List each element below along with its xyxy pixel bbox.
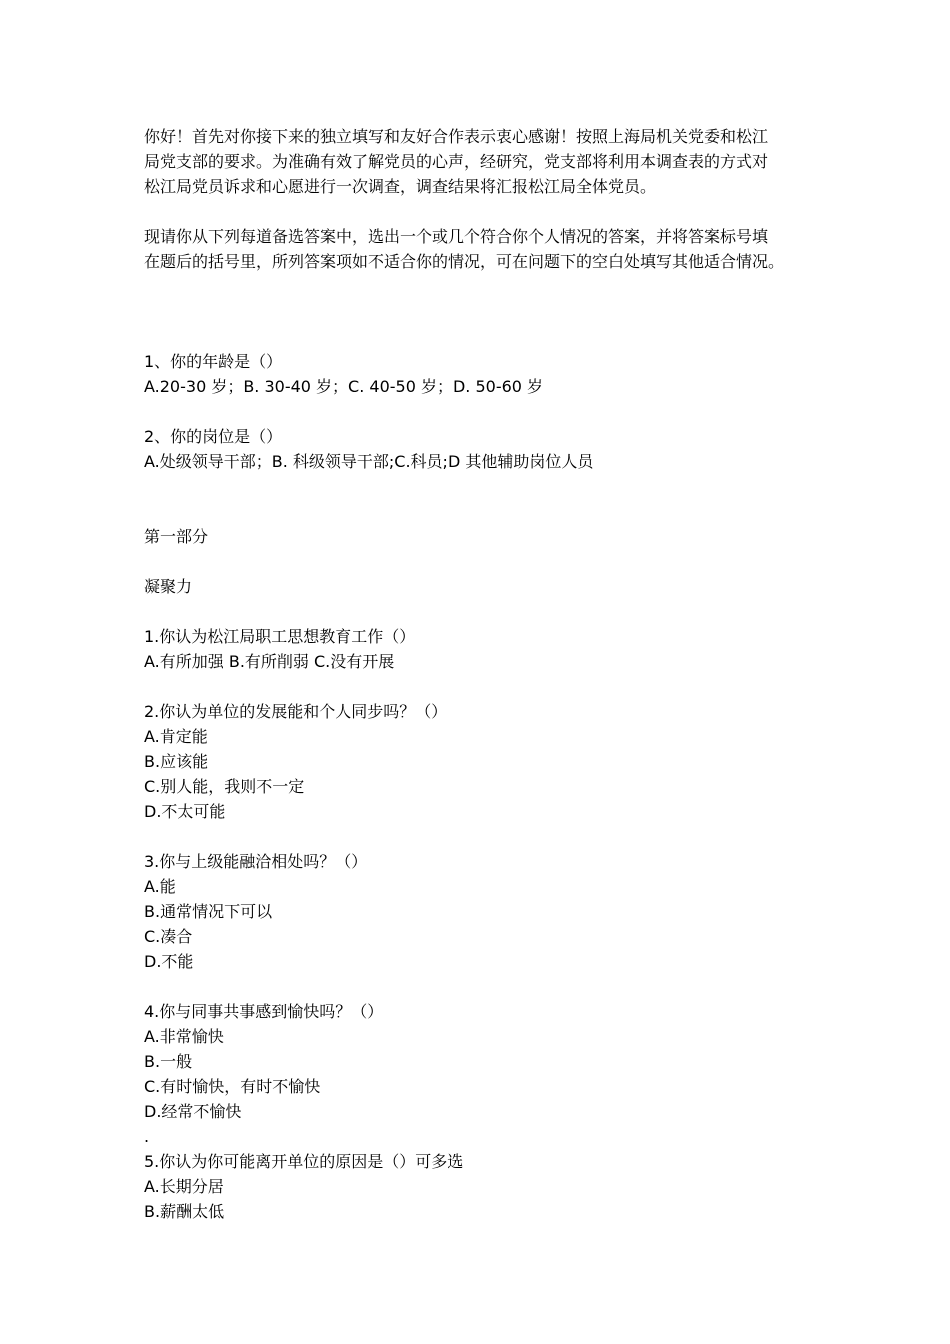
question-text: 1.你认为松江局职工思想教育工作（） xyxy=(144,627,416,646)
spacer xyxy=(144,974,816,999)
question-text: 3.你与上级能融洽相处吗？（） xyxy=(144,852,368,871)
basic-question-age xyxy=(144,349,816,399)
option-b: B.通常情况下可以 xyxy=(144,902,273,921)
question-4 xyxy=(144,999,816,1124)
question-text: 5.你认为你可能离开单位的原因是（）可多选 xyxy=(144,1152,464,1171)
option-b: B.薪酬太低 xyxy=(144,1202,225,1221)
option-d: D.不能 xyxy=(144,952,194,971)
section-subtitle: 凝聚力 xyxy=(144,577,193,596)
option-a: A.非常愉快 xyxy=(144,1027,224,1046)
question-text: 1、你的年龄是（） xyxy=(144,352,283,371)
spacer xyxy=(144,599,816,624)
spacer xyxy=(144,474,816,524)
intro-paragraph-2 xyxy=(144,224,816,274)
text-line: 局党支部的要求。为准确有效了解党员的心声，经研究，党支部将利用本调查表的方式对 xyxy=(144,152,769,171)
basic-question-position xyxy=(144,424,816,474)
question-text: 2.你认为单位的发展能和个人同步吗？（） xyxy=(144,702,448,721)
question-1 xyxy=(144,624,816,674)
question-text: 4.你与同事共事感到愉快吗？（） xyxy=(144,1002,384,1021)
intro-paragraph-1 xyxy=(144,124,816,199)
document-page xyxy=(144,124,816,1224)
question-3 xyxy=(144,849,816,974)
spacer xyxy=(144,674,816,699)
section-title: 第一部分 xyxy=(144,527,209,546)
option-a: A.肯定能 xyxy=(144,727,208,746)
question-options: A.有所加强 B.有所削弱 C.没有开展 xyxy=(144,652,395,671)
question-options: A.处级领导干部；B. 科级领导干部;C.科员;D 其他辅助岗位人员 xyxy=(144,452,594,471)
spacer xyxy=(144,399,816,424)
option-a: A.能 xyxy=(144,877,176,896)
text-line: 在题后的括号里，所列答案项如不适合你的情况，可在问题下的空白处填写其他适合情况。 xyxy=(144,252,785,271)
spacer xyxy=(144,199,816,224)
option-c: C.有时愉快，有时不愉快 xyxy=(144,1077,321,1096)
option-d: D.经常不愉快 xyxy=(144,1102,242,1121)
spacer xyxy=(144,299,816,349)
spacer xyxy=(144,549,816,574)
question-5 xyxy=(144,1149,816,1224)
question-2 xyxy=(144,699,816,824)
text-line: 你好！首先对你接下来的独立填写和友好合作表示衷心感谢！按照上海局机关党委和松江 xyxy=(144,127,769,146)
spacer xyxy=(144,824,816,849)
question-options: A.20-30 岁；B. 30-40 岁；C. 40-50 岁；D. 50-60 岁 xyxy=(144,377,544,396)
text-line: 松江局党员诉求和心愿进行一次调查，调查结果将汇报松江局全体党员。 xyxy=(144,177,657,196)
spacer xyxy=(144,274,816,299)
text-line: 现请你从下列每道备选答案中，选出一个或几个符合你个人情况的答案，并将答案标号填 xyxy=(144,227,769,246)
dot-mark: . xyxy=(144,1127,150,1146)
option-a: A.长期分居 xyxy=(144,1177,224,1196)
option-b: B.应该能 xyxy=(144,752,209,771)
question-text: 2、你的岗位是（） xyxy=(144,427,283,446)
option-d: D.不太可能 xyxy=(144,802,226,821)
option-b: B.一般 xyxy=(144,1052,193,1071)
option-c: C.凑合 xyxy=(144,927,193,946)
option-c: C.别人能，我则不一定 xyxy=(144,777,305,796)
